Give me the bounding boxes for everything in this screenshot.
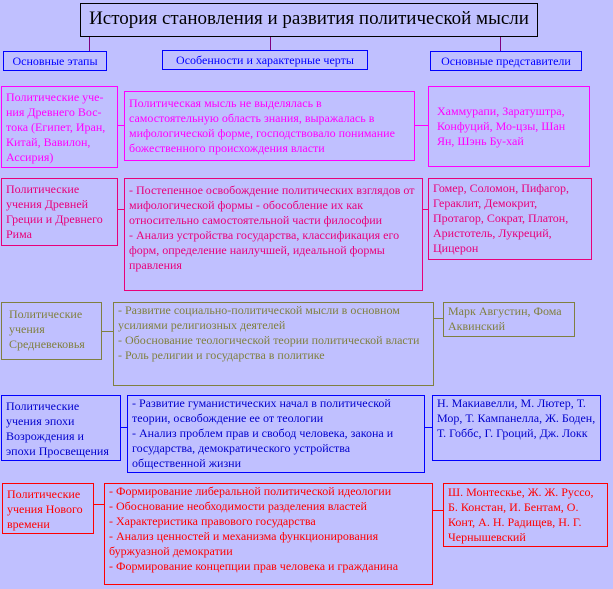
connector [89,37,90,51]
connector [270,37,271,50]
feature-item: Политическая мысль не выделялась в самостоятельную область знания, выражалась в мифологической форме, господствовало понимание божественного происхождения власти [129,96,395,155]
feature-item: - Развитие социально-политической мысли в основном усилиями религиозных деятелей [118,303,400,332]
feature-item: - Обоснование необходимости разделения властей [109,499,367,513]
stage-ancient-east: Политические уче-ния Древнего Вос-тока (Египет, Иран, Китай, Вавилон, Ассирия) [1,86,118,168]
feature-item: - Формирование либеральной политической идеологии [109,484,392,498]
connector [433,510,443,511]
stage-greece-rome: Политические учения Древней Греции и Древнего Рима [1,178,118,246]
feature-item: - Характеристика правового государства [109,514,316,528]
connector [102,331,113,332]
header-features: Особенности и характерные черты [162,50,368,70]
features-middle-ages [113,302,434,386]
representatives-greece-rome: Гомер, Соломон, Пифагор, Гераклит, Демокрит, Протагор, Сократ, Платон, Аристотель, Лукреций, Цицерон [428,178,592,260]
stage-modern-times: Политические учения Нового времени [2,483,94,534]
connector [415,125,428,126]
features-renaissance-enlightenment [127,395,425,473]
features-greece-rome [124,178,423,291]
feature-item: - Обоснование теологической теории политической власти [118,333,420,347]
features-modern-times [104,483,433,585]
feature-item: - Формирование концепции прав человека и гражданина [109,559,399,573]
stage-middle-ages: Политические учения Средневековья [1,302,102,360]
connector [434,318,443,319]
representatives-modern-times: Ш. Монтескье, Ж. Ж. Руссо, Б. Констан, И. Бентам, О. Конт, А. Н. Радищев, Н. Г. Чернышевский [443,483,608,547]
representatives-renaissance-enlightenment: Н. Макиавелли, М. Лютер, Т. Мор, Т. Кампанелла, Ж. Боден, Т. Гоббс, Г. Гроций, Дж. Локк [432,395,601,461]
features-ancient-east [124,91,415,161]
connector [94,504,104,505]
representatives-ancient-east: Хаммурапи, Заратуштра, Конфуций, Мо-цзы, Шан Ян, Шэнь Бу-хай [428,86,590,167]
feature-item: - Анализ проблем прав и свобод человека, закона и государства, демократического устройства общественной жизни [132,426,394,470]
representatives-middle-ages: Марк Августин, Фома Аквинский [443,302,575,337]
connector [500,37,501,51]
feature-item: - Постепенное освобождение политических взглядов от мифологической формы - обособление их как относительно самостоятельной части философии [129,183,415,227]
feature-item: - Анализ ценностей и механизма функционирования буржуазной демократии [109,529,379,558]
feature-item: - Развитие гуманистических начал в политической теории, освобождение ее от теологии [132,396,391,425]
stage-renaissance-enlightenment: Политические учения эпохи Возрождения и эпохи Просвещения [1,395,121,461]
header-representatives: Основные представители [430,51,582,71]
header-stages: Основные этапы [3,51,107,71]
connector [425,427,432,428]
feature-item: - Анализ устройства государства, классификация его форм, определение наилучшей, идеальной формы правления [129,228,400,272]
feature-item: - Роль религии и государства в политике [118,348,325,362]
diagram-title: История становления и развития политической мысли [80,3,538,37]
